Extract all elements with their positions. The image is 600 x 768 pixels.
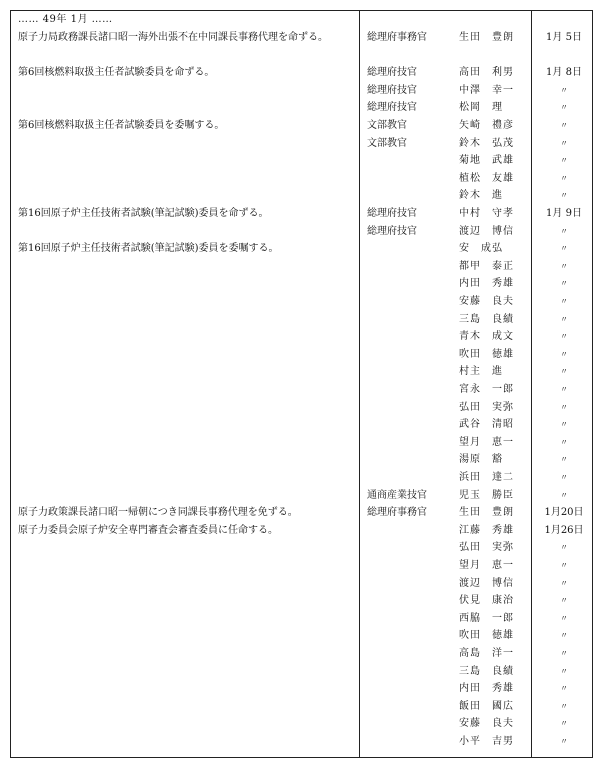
table-row	[10, 223, 593, 241]
description-cell: 原子力委員会原子炉安全専門審査会審査委員に任命する。	[18, 524, 278, 536]
date-cell: 〃	[560, 737, 568, 746]
date-cell: 〃	[560, 173, 568, 183]
table-row	[10, 592, 593, 610]
table-row	[10, 504, 593, 522]
name-cell: 三島 良績	[459, 313, 514, 325]
table-row	[10, 557, 593, 575]
name-cell: 伏見 康治	[459, 595, 514, 607]
date-cell: 〃	[560, 402, 568, 412]
date-cell: 〃	[560, 543, 568, 553]
date-cell: 〃	[560, 613, 568, 623]
table-row	[10, 645, 593, 663]
table-row	[10, 715, 593, 733]
name-cell: 児玉 勝臣	[459, 489, 514, 501]
name-cell: 望月 恵一	[459, 436, 514, 448]
date-cell: 〃	[560, 490, 568, 500]
date-cell: 〃	[560, 279, 568, 289]
table-row	[10, 328, 593, 346]
name-cell: 村主 進	[459, 366, 503, 378]
description-cell: 第6回核燃料取扱主任者試験委員を委嘱する。	[18, 120, 225, 131]
name-cell: 生田 豊朗	[459, 32, 514, 43]
post-cell: 総理府事務官	[367, 32, 427, 43]
name-cell: 湯原 豁	[459, 454, 503, 466]
name-cell: 松岡 理	[459, 102, 503, 114]
table-row	[10, 469, 593, 487]
date-cell: 〃	[560, 631, 568, 641]
post-cell: 総理府技官	[367, 84, 417, 96]
date-cell: 〃	[560, 156, 568, 166]
table-row	[10, 363, 593, 381]
name-cell: 鈴木 弘茂	[459, 137, 514, 149]
table-row	[10, 487, 593, 505]
date-cell: 〃	[560, 191, 568, 201]
date-cell: 1月 8日	[546, 67, 582, 79]
date-cell: 〃	[560, 385, 568, 394]
table-row	[10, 539, 593, 557]
name-cell: 飯田 國広	[459, 700, 514, 712]
table-row	[10, 187, 593, 205]
name-cell: 江藤 秀雄	[459, 524, 514, 536]
date-cell: 1月20日	[544, 507, 584, 519]
table-row	[10, 416, 593, 434]
table-row	[10, 275, 593, 293]
date-cell: 〃	[560, 596, 568, 606]
date-cell: 〃	[560, 420, 568, 430]
date-cell: 〃	[560, 121, 568, 130]
date-cell: 〃	[560, 666, 568, 676]
post-cell: 文部教官	[367, 120, 407, 131]
table-row	[10, 117, 593, 135]
table-row	[10, 135, 593, 153]
table-row	[10, 152, 593, 170]
table-row	[10, 680, 593, 698]
description-cell: 第16回原子炉主任技術者試験(筆記試験)委員を命ずる。	[18, 208, 269, 219]
name-cell: 中澤 幸一	[459, 84, 514, 96]
table-row	[10, 451, 593, 469]
table-row	[10, 434, 593, 452]
date-cell: 〃	[560, 437, 568, 447]
table-row	[10, 522, 593, 540]
name-cell: 弘田 実弥	[459, 542, 514, 554]
date-cell: 〃	[560, 701, 568, 711]
name-cell: 渡辺 博信	[459, 577, 514, 589]
date-cell: 1月 9日	[546, 208, 582, 219]
date-cell: 〃	[560, 297, 568, 306]
name-cell: 望月 恵一	[459, 560, 514, 571]
date-cell: 〃	[560, 349, 568, 359]
name-cell: 渡辺 博信	[459, 225, 514, 237]
date-cell: 〃	[560, 244, 568, 254]
name-cell: 生田 豊朗	[459, 507, 514, 519]
post-cell: 総理府技官	[367, 102, 417, 114]
table-row	[10, 99, 593, 117]
table-row	[10, 346, 593, 364]
description-cell: 原子力局政務課長諸口昭一海外出張不在中同課長事務代理を命ずる。	[18, 32, 328, 43]
post-cell: 総理府技官	[367, 67, 417, 79]
table-row	[10, 663, 593, 681]
date-cell: 〃	[560, 473, 568, 482]
name-cell: 矢崎 禮彦	[459, 120, 514, 131]
description-cell: 原子力政策課長諸口昭一帰朝につき同課長事務代理を免ずる。	[18, 507, 298, 519]
table-row	[10, 293, 593, 311]
table-row	[10, 627, 593, 645]
date-cell: 〃	[560, 138, 568, 148]
name-cell: 小平 吉男	[459, 736, 514, 747]
name-cell: 内田 秀雄	[459, 683, 514, 695]
name-cell: 青木 成文	[459, 331, 514, 343]
name-cell: 吹田 徳雄	[459, 630, 514, 642]
name-cell: 安 成弘	[459, 243, 503, 255]
name-cell: 都甲 泰正	[459, 260, 514, 272]
date-cell: 〃	[560, 261, 568, 271]
date-cell: 〃	[560, 85, 568, 95]
name-cell: 菊地 武雄	[459, 155, 514, 167]
period-heading: …… 49年 1月 ……	[18, 14, 113, 25]
post-cell: 総理府技官	[367, 225, 417, 237]
table-row	[10, 82, 593, 100]
name-cell: 鈴木 進	[459, 190, 503, 202]
post-cell: 総理府技官	[367, 208, 417, 219]
post-cell: 総理府事務官	[367, 507, 427, 519]
name-cell: 武谷 清昭	[459, 419, 514, 431]
description-cell: 第6回核燃料取扱主任者試験委員を命ずる。	[18, 67, 215, 79]
date-cell: 〃	[560, 332, 568, 342]
table-row	[10, 29, 593, 47]
name-cell: 吹田 徳雄	[459, 348, 514, 360]
date-cell: 〃	[560, 649, 568, 658]
table-row	[10, 311, 593, 329]
name-cell: 西脇 一郎	[459, 612, 514, 624]
date-cell: 〃	[560, 578, 568, 588]
date-cell: 1月26日	[544, 524, 584, 536]
table-row	[10, 47, 593, 65]
name-cell: 三島 良績	[459, 665, 514, 677]
name-cell: 中村 守孝	[459, 208, 514, 219]
table-row	[10, 698, 593, 716]
name-cell: 安藤 良夫	[459, 718, 514, 730]
name-cell: 内田 秀雄	[459, 278, 514, 290]
date-cell: 〃	[560, 455, 568, 465]
table-row	[10, 733, 593, 751]
name-cell: 宮永 一郎	[459, 384, 514, 395]
date-cell: 〃	[560, 719, 568, 729]
table-row	[10, 205, 593, 223]
name-cell: 浜田 達二	[459, 472, 514, 483]
date-cell: 〃	[560, 367, 568, 377]
table-row	[10, 258, 593, 276]
name-cell: 植松 友雄	[459, 172, 514, 184]
name-cell: 高島 洋一	[459, 648, 514, 659]
post-cell: 文部教官	[367, 137, 407, 149]
date-cell: 〃	[560, 226, 568, 236]
table-row	[10, 170, 593, 188]
name-cell: 弘田 実弥	[459, 401, 514, 413]
date-cell: 〃	[560, 684, 568, 694]
table-row	[10, 381, 593, 399]
post-cell: 通商産業技官	[367, 489, 427, 501]
table-row	[10, 575, 593, 593]
date-cell: 〃	[560, 103, 568, 113]
name-cell: 高田 利男	[459, 67, 514, 79]
table-row	[10, 610, 593, 628]
table-row	[10, 64, 593, 82]
name-cell: 安藤 良夫	[459, 296, 514, 307]
date-cell: 1月 5日	[546, 32, 582, 43]
table-row	[10, 240, 593, 258]
date-cell: 〃	[560, 561, 568, 570]
description-cell: 第16回原子炉主任技術者試験(筆記試験)委員を委嘱する。	[18, 243, 279, 255]
date-cell: 〃	[560, 314, 568, 324]
table-row	[10, 399, 593, 417]
